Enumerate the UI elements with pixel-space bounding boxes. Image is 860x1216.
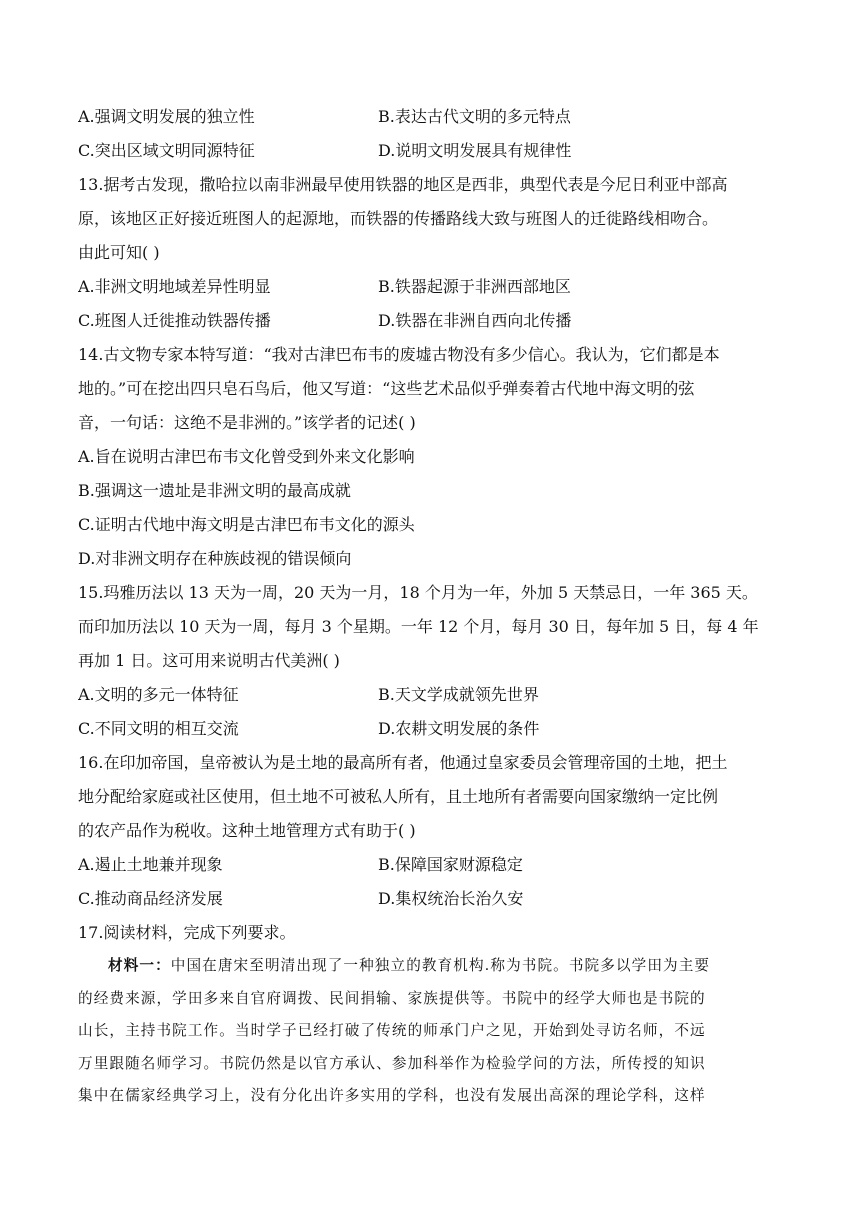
q14-option-a: A.旨在说明古津巴布韦文化曾受到外来文化影响 <box>78 447 415 466</box>
q15-option-c: C.不同文明的相互交流 <box>78 719 239 738</box>
question-17 <box>78 916 784 1113</box>
q16-options-row-1 <box>78 848 784 882</box>
q12-options-row-2 <box>78 134 784 168</box>
q13-option-a: A.非洲文明地域差异性明显 <box>78 277 271 296</box>
q13-options-row-1 <box>78 270 784 304</box>
q13-option-b: B.铁器起源于非洲西部地区 <box>378 277 571 296</box>
q15-option-b: B.天文学成就领先世界 <box>378 685 539 704</box>
q15-options-row-1 <box>78 678 784 712</box>
q17-material-label: 材料一： <box>108 957 171 974</box>
q16-options-row-2 <box>78 882 784 916</box>
question-15 <box>78 576 784 746</box>
q12-option-c: C.突出区域文明同源特征 <box>78 141 255 160</box>
q13-stem-line-3: 由此可知( ) <box>78 243 160 262</box>
q13-options-row-2 <box>78 304 784 338</box>
q15-option-a: A.文明的多元一体特征 <box>78 685 239 704</box>
q15-options-row-2 <box>78 712 784 746</box>
q16-option-d: D.集权统治长治久安 <box>378 889 524 908</box>
exam-page <box>78 100 784 1113</box>
q14-stem-line-1: 14.古文物专家本特写道：“我对古津巴布韦的废墟古物没有多少信心。我认为，它们都是本 <box>78 345 720 364</box>
q17-material-line-4: 万里跟随名师学习。书院仍然是以官方承认、参加科举作为检验学问的方法，所传授的知识 <box>78 1054 706 1072</box>
q12-option-b: B.表达古代文明的多元特点 <box>378 107 571 126</box>
question-13 <box>78 168 784 338</box>
q16-stem-line-1: 16.在印加帝国，皇帝被认为是土地的最高所有者，他通过皇家委员会管理帝国的土地，把土 <box>78 753 728 772</box>
q12-options-row-1 <box>78 100 784 134</box>
q17-material-line-3: 山长，主持书院工作。当时学子已经打破了传统的师承门户之见，开始到处寻访名师，不远 <box>78 1022 706 1040</box>
q14-option-d: D.对非洲文明存在种族歧视的错误倾向 <box>78 549 352 568</box>
q16-option-b: B.保障国家财源稳定 <box>378 855 523 874</box>
q17-material-one <box>78 950 784 1113</box>
q17-material-line-1 <box>78 950 784 983</box>
question-14 <box>78 338 784 576</box>
question-16 <box>78 746 784 916</box>
q15-stem-line-1: 15.玛雅历法以 13 天为一周，20 天为一月，18 个月为一年，外加 5 天禁忌日，一年 365 天。 <box>78 583 758 602</box>
q13-option-c: C.班图人迁徙推动铁器传播 <box>78 311 271 330</box>
q12-option-d: D.说明文明发展具有规律性 <box>378 141 572 160</box>
q15-stem-line-2: 而印加历法以 10 天为一周，每月 3 个星期。一年 12 个月，每月 30 日，每年加 5 日，每 4 年 <box>78 617 759 636</box>
q13-stem-line-2: 原，该地区正好接近班图人的起源地，而铁器的传播路线大致与班图人的迁徙路线相吻合。 <box>78 209 719 228</box>
q15-stem-line-3: 再加 1 日。这可用来说明古代美洲( ) <box>78 651 340 670</box>
q12-option-a: A.强调文明发展的独立性 <box>78 107 255 126</box>
q16-option-c: C.推动商品经济发展 <box>78 889 223 908</box>
q13-option-d: D.铁器在非洲自西向北传播 <box>378 311 572 330</box>
q17-material-line-5: 集中在儒家经典学习上，没有分化出许多实用的学科，也没有发展出高深的理论学科，这样 <box>78 1087 706 1105</box>
q17-stem: 17.阅读材料，完成下列要求。 <box>78 923 296 942</box>
q16-stem-line-3: 的农产品作为税收。这种土地管理方式有助于( ) <box>78 821 416 840</box>
q16-stem-line-2: 地分配给家庭或社区使用，但土地不可被私人所有，且土地所有者需要向国家缴纳一定比例 <box>78 787 719 806</box>
q17-material-line-2: 的经费来源，学田多来自官府调拨、民间捐输、家族提供等。书院中的经学大师也是书院的 <box>78 989 706 1007</box>
q13-stem-line-1: 13.据考古发现，撒哈拉以南非洲最早使用铁器的地区是西非，典型代表是今尼日利亚中部高 <box>78 175 728 194</box>
q15-option-d: D.农耕文明发展的条件 <box>378 719 540 738</box>
q16-option-a: A.遏止土地兼并现象 <box>78 855 223 874</box>
q17-material-text-1: 中国在唐宋至明清出现了一种独立的教育机构.称为书院。书院多以学田为主要 <box>170 957 711 974</box>
q14-stem-line-2: 地的。”可在挖出四只皂石鸟后，他又写道：“这些艺术品似乎弹奏着古代地中海文明的弦 <box>78 379 695 398</box>
q14-option-b: B.强调这一遗址是非洲文明的最高成就 <box>78 481 351 500</box>
q14-option-c: C.证明古代地中海文明是古津巴布韦文化的源头 <box>78 515 415 534</box>
q14-stem-line-3: 音，一句话：这绝不是非洲的。”该学者的记述( ) <box>78 413 416 432</box>
